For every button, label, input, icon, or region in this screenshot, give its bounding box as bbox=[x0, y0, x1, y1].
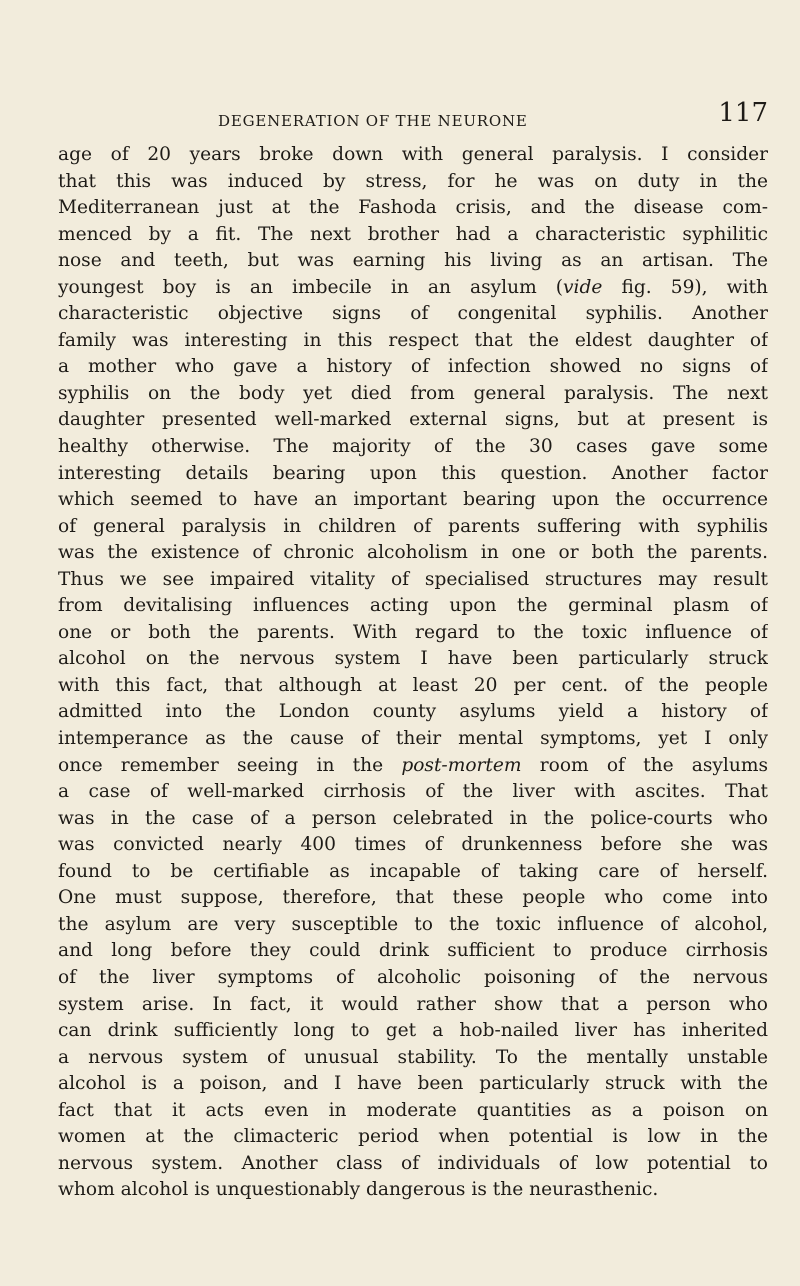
italic-vide: vide bbox=[563, 276, 603, 298]
text-line: syphilis on the body yet died from general paralysis. The next bbox=[58, 382, 768, 404]
text-line: family was interesting in this respect that the eldest daughter of bbox=[58, 329, 768, 351]
text-line: age of 20 years broke down with general paralysis. I consider bbox=[58, 144, 768, 165]
text-line: interesting details bearing upon this question. Another factor bbox=[58, 462, 768, 484]
text-line: the asylum are very susceptible to the toxic influence of alcohol, bbox=[58, 913, 768, 935]
text-segment: fig. 59), with bbox=[602, 276, 768, 298]
running-head: DEGENERATION OF THE NEURONE bbox=[218, 112, 528, 130]
text-line: from devitalising influences acting upon the germinal plasm of bbox=[58, 595, 768, 617]
text-line: fact that it acts even in moderate quantities as a poison on bbox=[58, 1099, 768, 1121]
text-line: a mother who gave a history of infection showed no signs of bbox=[58, 356, 768, 378]
text-segment: once remember seeing in the bbox=[58, 754, 402, 776]
text-line-with-ref bbox=[58, 275, 768, 302]
italic-post-mortem: post-mortem bbox=[401, 754, 522, 776]
text-line: system arise. In fact, it would rather show that a person who bbox=[58, 993, 768, 1015]
text-line: a case of well-marked cirrhosis of the liver with ascites. That bbox=[58, 781, 768, 803]
text-line: and long before they could drink sufficient to produce cirrhosis bbox=[58, 940, 768, 962]
text-line-with-italic bbox=[58, 753, 768, 780]
text-segment: room of the asylums bbox=[521, 754, 768, 776]
text-line: Mediterranean just at the Fashoda crisis, and the disease com- bbox=[58, 197, 768, 219]
text-line: which seemed to have an important bearing upon the occurrence bbox=[58, 489, 768, 511]
text-line: a nervous system of unusual stability. To the mentally unstable bbox=[58, 1046, 768, 1068]
text-line: healthy otherwise. The majority of the 30 cases gave some bbox=[58, 436, 768, 458]
text-line: was convicted nearly 400 times of drunkenness before she was bbox=[58, 834, 768, 856]
text-line: was in the case of a person celebrated in the police-courts who bbox=[58, 807, 768, 829]
text-line: can drink sufficiently long to get a hob-nailed liver has inherited bbox=[58, 1020, 768, 1042]
text-line: with this fact, that although at least 20 per cent. of the people bbox=[58, 674, 768, 696]
text-line: women at the climacteric period when potential is low in the bbox=[58, 1126, 768, 1148]
text-line: nervous system. Another class of individuals of low potential to bbox=[58, 1152, 768, 1174]
text-line: whom alcohol is unquestionably dangerous is the neurasthenic. bbox=[58, 1179, 659, 1201]
page-number: 117 bbox=[718, 98, 768, 128]
text-line: that this was induced by stress, for he was on duty in the bbox=[58, 170, 768, 192]
text-line: One must suppose, therefore, that these people who come into bbox=[58, 887, 768, 909]
text-segment: youngest boy is an imbecile in an asylum ( bbox=[58, 276, 564, 298]
text-line: nose and teeth, but was earning his living as an artisan. The bbox=[58, 250, 768, 272]
text-line: of general paralysis in children of parents suffering with syphilis bbox=[58, 515, 768, 537]
body-text bbox=[58, 142, 768, 1204]
text-line: Thus we see impaired vitality of specialised structures may result bbox=[58, 568, 768, 590]
text-line: of the liver symptoms of alcoholic poisoning of the nervous bbox=[58, 966, 768, 988]
text-line: found to be certifiable as incapable of taking care of herself. bbox=[58, 860, 768, 882]
text-line: daughter presented well-marked external signs, but at present is bbox=[58, 409, 768, 431]
text-line: one or both the parents. With regard to the toxic influence of bbox=[58, 621, 768, 643]
text-line: intemperance as the cause of their mental symptoms, yet I only bbox=[58, 728, 768, 750]
text-line: characteristic objective signs of congenital syphilis. Another bbox=[58, 303, 768, 325]
page-header bbox=[58, 98, 768, 134]
text-line: alcohol is a poison, and I have been particularly struck with the bbox=[58, 1073, 768, 1095]
text-line: menced by a fit. The next brother had a characteristic syphilitic bbox=[58, 223, 768, 245]
text-line: was the existence of chronic alcoholism in one or both the parents. bbox=[58, 542, 768, 564]
text-line: alcohol on the nervous system I have been particularly struck bbox=[58, 648, 768, 670]
text-line: admitted into the London county asylums yield a history of bbox=[58, 701, 768, 723]
